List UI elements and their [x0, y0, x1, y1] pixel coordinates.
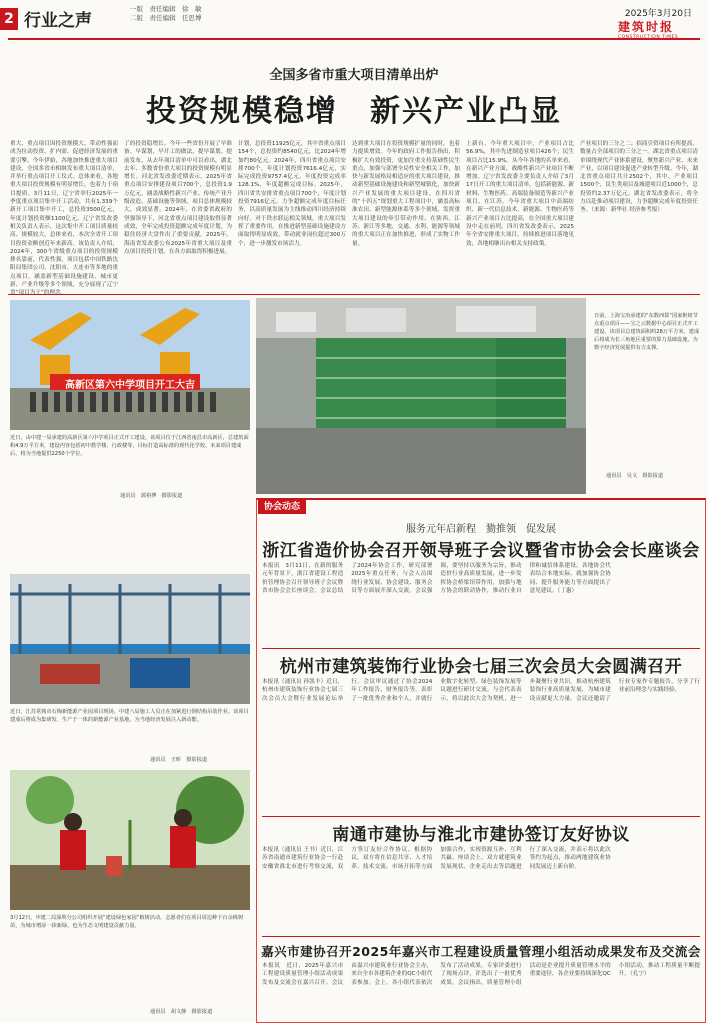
photo-3-caption: 近日，江苏常熟市石梅新能源产业园项目现场，中建八局施工人员正在加紧进行钢结构吊装作业。该项目建成后将成为集研发、生产于一体的新能源产业基地，为当地经济发展注入新动能。: [10, 709, 249, 723]
photo-2-credit: 通讯员 吴文 摄影报道: [606, 473, 664, 479]
main-col-4: 达到重大项目在投资规模扩量的同时，也着力提质增效。今年的政府工作报告指出，积极扩大有效投资，更加注重支持基础性民生重点，加强与部署全局性安全相关工作，加快与新发展格局相适应的重大项目建设，推动新型基础设施建设和新型城镇化，加快新兴产业发展的重大项目建设。在四川省的“十四五”规划重大工程项目中，涵盖高标准农田、新型能源体系等多个领域，发挥重大项目建设的牵引带动作用。在陕西、江苏、浙江等多地，交通、水利、能源等领域的重大项目正在加快推进，形成了实物工作量。: [352, 141, 460, 247]
photo-1-caption: 近日，由中建一局承建的高新区第六中学项目正式开工建设。该项目位于江西省南昌市高新区，总建筑面积4.9万平方米，建设内容包括初中教学楼、行政楼等，目标打造高标准的现代化学校。未来项目建成后，将为当地提供2250个学位。: [10, 435, 249, 457]
assoc-article-4-title: 嘉兴市建协召开2025年嘉兴市工程建设质量管理小组活动成果发布及交流会: [261, 944, 701, 959]
editors-line-1: 一版 责任编辑 徐 敏: [130, 5, 202, 13]
association-subtitle: 服务元年启新程 勠推领 促发展: [406, 524, 556, 535]
assoc-article-4-text: 本报讯 近日，2025年嘉兴市工程建设质量管理小组活动成果发布及交流会在嘉兴召开。会议由嘉兴市建筑业行业协会主办，来自全市各建筑企业的QC小组代表参加。会上，各小组代表依次发布了活动成果，专家评委进行了现场点评，评选出了一批优秀成果。会议指出，质量管理小组活动是企业提升质量管理水平的重要途径，各企业要持续深化QC小组活动，推动工程质量不断提升。（孔宁）: [262, 963, 700, 986]
editors: [130, 5, 202, 23]
main-col-1: 重大、重点项目因投资规模大、带动性强而成为拉动投资、扩内需、促进经济发展的重要引擎。今年伊始，各地加快推进重大项目建设，全国多省市相继发布重大项目清单，并举行重点项目开工仪式。总体来看，各地重大项目投资规模有明显增长，也着力于项目提质。3月11日，辽宁省举行2025年一季度重点项目集中开工活动，共有1,339个新开工项目集中开工，总投资3500亿元，年度计划投资额1100亿元。辽宁省发改委相关负责人表示，这次集中开工项目质量较高、规模较大，总体来看，本次全省开工项目投资金额创近年来新高。该负责人介绍，2024年，300个省级重点项目的投资规模排名靠前，代表性强。项目包括中国铁路沈阳局集团公司、沈阳市、大连市等多地的重点项目，涵盖新型基础设施建设、城市更新、产业升级等多个领域，充分展现了辽宁: [10, 141, 118, 289]
assoc-article-2-text: 本报讯（通讯员 孙凯丰）近日，杭州市建筑装饰行业协会七届三次会员大会暨行业发展论坛举行。会议审议通过了协会2024年工作报告、财务报告等，表彰了一批优秀企业和个人，并就行业数字化转型、绿色装饰发展等议题进行研讨交流。与会代表表示，将以此次大会为契机，进一步凝聚行业共识，推动杭州建筑装饰行业高质量发展，为城市建设贡献更大力量。会议还邀请了行业专家作专题报告，分享了行业前沿理念与实践经验。: [262, 679, 700, 702]
main-col-5: 上新台，今年重大项目中，产业项目占比56.9%，其中先进制造业项目426个；民生项目占比15.9%。从今年各地的名单来看，在新兴产业方面，战略性新兴产业项目不断增加。辽宁省发改委主要负责人介绍了3月17日开工的重大项目清单，包括新能源、新材料、生物医药、高端装备制造等新兴产业项目。在江苏，今年省重大项目中高端纺织、新一代信息技术、新能源、生物医药等新兴产业项目占比提高，在全国重大项目建设中走在前列。四川省发改委表示，2025年全省安排重大项目，持续推进项目落地见效，各地相继出台相关支持政策。: [466, 141, 574, 247]
article-divider: [8, 294, 700, 295]
photo-data-center: [256, 298, 586, 494]
assoc-divider-3: [262, 936, 700, 937]
groundbreaking-sign: 高新区第六中学项目开工大吉: [65, 380, 195, 391]
main-col-3: 计划，总投资11925亿元，其中省重点项目154个，总投资约8540亿元，比2024年增加约80亿元。2024年，四川省重点项目安排700个，年度计划投资7616.4亿元，实际完成投资9757.4亿元，年度投资完成率128.1%，年度超额完成目标。2025年，四川省共安排省重点项目700个，年度计划投资7916亿元，力争超额完成年度目标任务，以高质量发展为主线推动四川经济持续向好。对于铁水联运相关领域，重大项目发挥了重要作用，在推进新型基础设施建设方面取得明显成效，带动就业岗位超过300万个，进一步激发市场活力。: [238, 141, 346, 247]
photo-tree-planting: [10, 770, 250, 910]
assoc-article-3-title: 南通市建协与淮北市建协签订友好协议: [332, 825, 630, 845]
photo-1-credit: 通讯员 郭裕博 摄影报道: [120, 493, 183, 499]
main-kicker: 全国多省市重大项目清单出炉: [269, 68, 439, 83]
photo-3-credit: 通讯员 王昕 摄影报道: [150, 757, 208, 763]
main-col-6: 产业项目的三分之二；招商引资项目有所提高，数量占全部项目的三分之一。湖北省重点项目清单围绕现代产业体系建设，聚焦新兴产业、未来产业，以项目建设促进产业转型升级。今年，湖北省重点项目共计2502个，其中，产业项目1500个，民生类项目及城建项目近1000个，总投资约2.37万亿元。湖北省发改委表示，将全力以赴推动项目建设，力争超额完成年度投资任务。（来源：新华社 经济参考报）: [580, 141, 698, 214]
assoc-article-1-text: 本报讯 3月11日，在新的服务元年背景下，浙江省建设工程造价管理协会召开领导班子会议暨省市协会会长座谈会，会议总结了2024年协会工作，研究部署2025年重点任务，与会人员围绕行业发展、协会建设、服务会员等方面展开深入交流。会议强调，要坚持以服务为宗旨，推动造价行业高质量发展，进一步发挥协会桥梁纽带作用，加强与地方协会的联动协作，推动行业自律和诚信体系建设。各地协会代表结合本地实际，就加强协会协同、提升服务能力等方面提出了意见建议。（丁惠）: [262, 563, 611, 594]
photo-4-credit: 通讯员 胡文静 摄影报道: [150, 1009, 213, 1015]
masthead-logo: [618, 18, 694, 36]
photo-steel-structure: [10, 574, 250, 704]
main-headline: 投资规模稳增 新兴产业凸显: [146, 94, 562, 129]
assoc-article-1-title: 浙江省造价协会召开领导班子会议暨省市协会会长座谈会: [262, 541, 700, 561]
photo-2-caption: 日前，上海宝冶承建的“东数西算”国家枢纽节点重点项目——宝之云数据中心项目正式开工建设。该项目总建筑面积约28万平方米，建成后将成为长三角地区重要的算力基础设施，为数字经济发展提供有力支撑。: [594, 313, 700, 351]
issue-date: 2025年3月20日: [624, 9, 692, 19]
logo-main: 建筑时报: [618, 20, 675, 34]
assoc-article-3-text: 本报讯（通讯员 王书）近日，江苏省南通市建筑行业协会一行赴安徽省淮北市进行考察交流，双方签订友好合作协议。根据协议，双方将在信息共享、人才培养、技术交流、市场开拓等方面加强合作，实现资源互补、互利共赢。座谈会上，双方就建筑业发展现状、企业走出去等话题进行了深入交流，并表示将以此次签约为起点，推动两地建筑业协同发展迈上新台阶。: [262, 847, 611, 870]
main-col-2: 了的投资稳增长。今年一些省份开展了早准备、早谋划，早开工的做法，提早谋划、提前发布，从去年项目清单中可以看出，湖北去年、多数省份重大项目的投资规模有明显增长。河北省发改委近期表示，2025年省重点项目安排建设项目700个，总投资1.9万亿元，涵盖战略性新兴产业、传统产业升级改造、基础设施等领域。项目总体规模较大，成效显著。2024年，在省委省政府的坚强领导下，河北省重点项目建设取得显著成效，全年完成投资超额完成年度计划，为稳住经济大盘作出了重要贡献。2025年，海南省发改委公布2025年省重大项目及重点项目投资计划，在各方面取得积极进展。: [124, 141, 232, 255]
header-rule: [8, 38, 700, 40]
editors-line-2: 二版 责任编辑 任思博: [130, 14, 202, 22]
assoc-divider-2: [262, 816, 700, 817]
photo-4-caption: 3月12日，中建二局深圳分公司组织开展“建设绿色家园”植树活动，志愿者们在项目周边种下百余株树苗，为城市增添一抹新绿，也为生态文明建设贡献力量。: [10, 915, 244, 929]
section-title: 行业之声: [24, 11, 92, 31]
assoc-divider-1: [262, 648, 700, 649]
photo-groundbreaking: [10, 300, 250, 430]
assoc-article-2-title: 杭州市建筑装饰行业协会七届三次会员大会圆满召开: [279, 657, 683, 677]
association-tag: 协会动态: [258, 500, 306, 514]
page-number: 2: [0, 8, 18, 30]
